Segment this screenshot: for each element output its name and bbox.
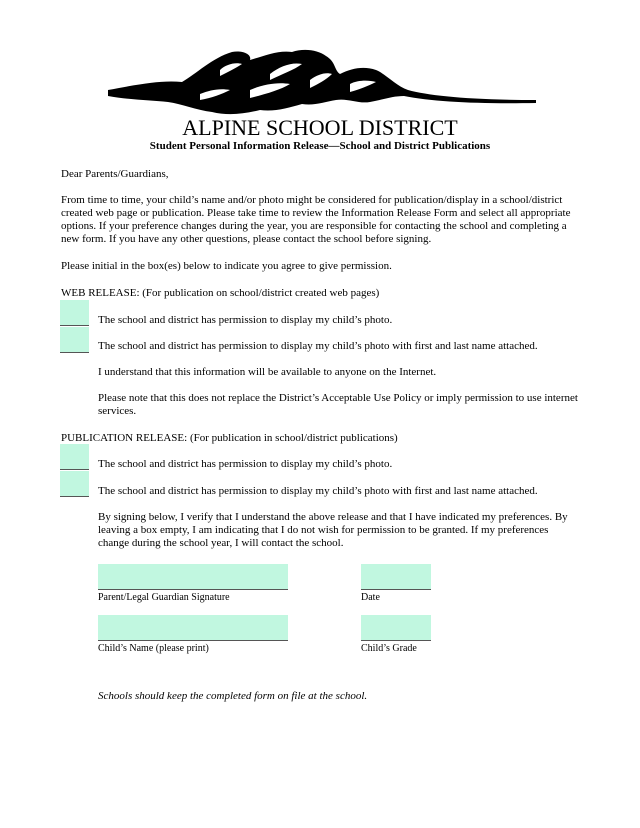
- web-photo-name-option: The school and district has permission to display my child’s photo with first and last name attached.: [98, 340, 538, 352]
- district-name: ALPINE SCHOOL DISTRICT: [182, 115, 458, 140]
- form-title: Student Personal Information Release—School and District Publications: [149, 140, 491, 152]
- pub-photo-name-initial-box[interactable]: [60, 471, 89, 497]
- guardian-signature-label: Parent/Legal Guardian Signature: [98, 592, 230, 603]
- date-field[interactable]: [361, 564, 431, 590]
- child-grade-field[interactable]: [361, 615, 431, 641]
- mountain-logo: [100, 40, 540, 120]
- child-grade-label: Child’s Grade: [361, 643, 417, 654]
- date-label: Date: [361, 592, 380, 603]
- intro-paragraph: From time to time, your child’s name and/or photo might be considered for publication/display in a school/district created web page or publication. Please take time to review the Information Release Form and select all appropriate options. If your preference changes during the year, you are responsible for contacting the school and completing a new form. If you have any other questions, please contact the school before signing.: [61, 194, 571, 245]
- child-name-field[interactable]: [98, 615, 288, 641]
- pub-photo-initial-box[interactable]: [60, 444, 89, 470]
- pub-photo-name-option: The school and district has permission to display my child’s photo with first and last name attached.: [98, 485, 538, 497]
- web-internet-note: I understand that this information will be available to anyone on the Internet.: [98, 366, 437, 378]
- web-photo-initial-box[interactable]: [60, 300, 89, 326]
- child-name-label: Child’s Name (please print): [98, 643, 209, 654]
- web-photo-option: The school and district has permission to display my child’s photo.: [98, 314, 393, 326]
- web-release-heading: WEB RELEASE: (For publication on school/district created web pages): [61, 287, 380, 299]
- web-photo-name-initial-box[interactable]: [60, 327, 89, 353]
- footer-note: Schools should keep the completed form on file at the school.: [98, 690, 368, 702]
- publication-release-heading: PUBLICATION RELEASE: (For publication in school/district publications): [61, 432, 398, 444]
- web-policy-note: Please note that this does not replace the District’s Acceptable Use Policy or imply permission to use internet services.: [98, 392, 578, 417]
- greeting: Dear Parents/Guardians,: [61, 168, 169, 180]
- guardian-signature-field[interactable]: [98, 564, 288, 590]
- pub-photo-option: The school and district has permission to display my child’s photo.: [98, 458, 393, 470]
- agreement-text: By signing below, I verify that I understand the above release and that I have indicated my preferences. By leaving a box empty, I am indicating that I do not wish for permission to be granted. If my preferences change during the school year, I will contact the school.: [98, 511, 568, 549]
- instruction: Please initial in the box(es) below to indicate you agree to give permission.: [61, 260, 392, 272]
